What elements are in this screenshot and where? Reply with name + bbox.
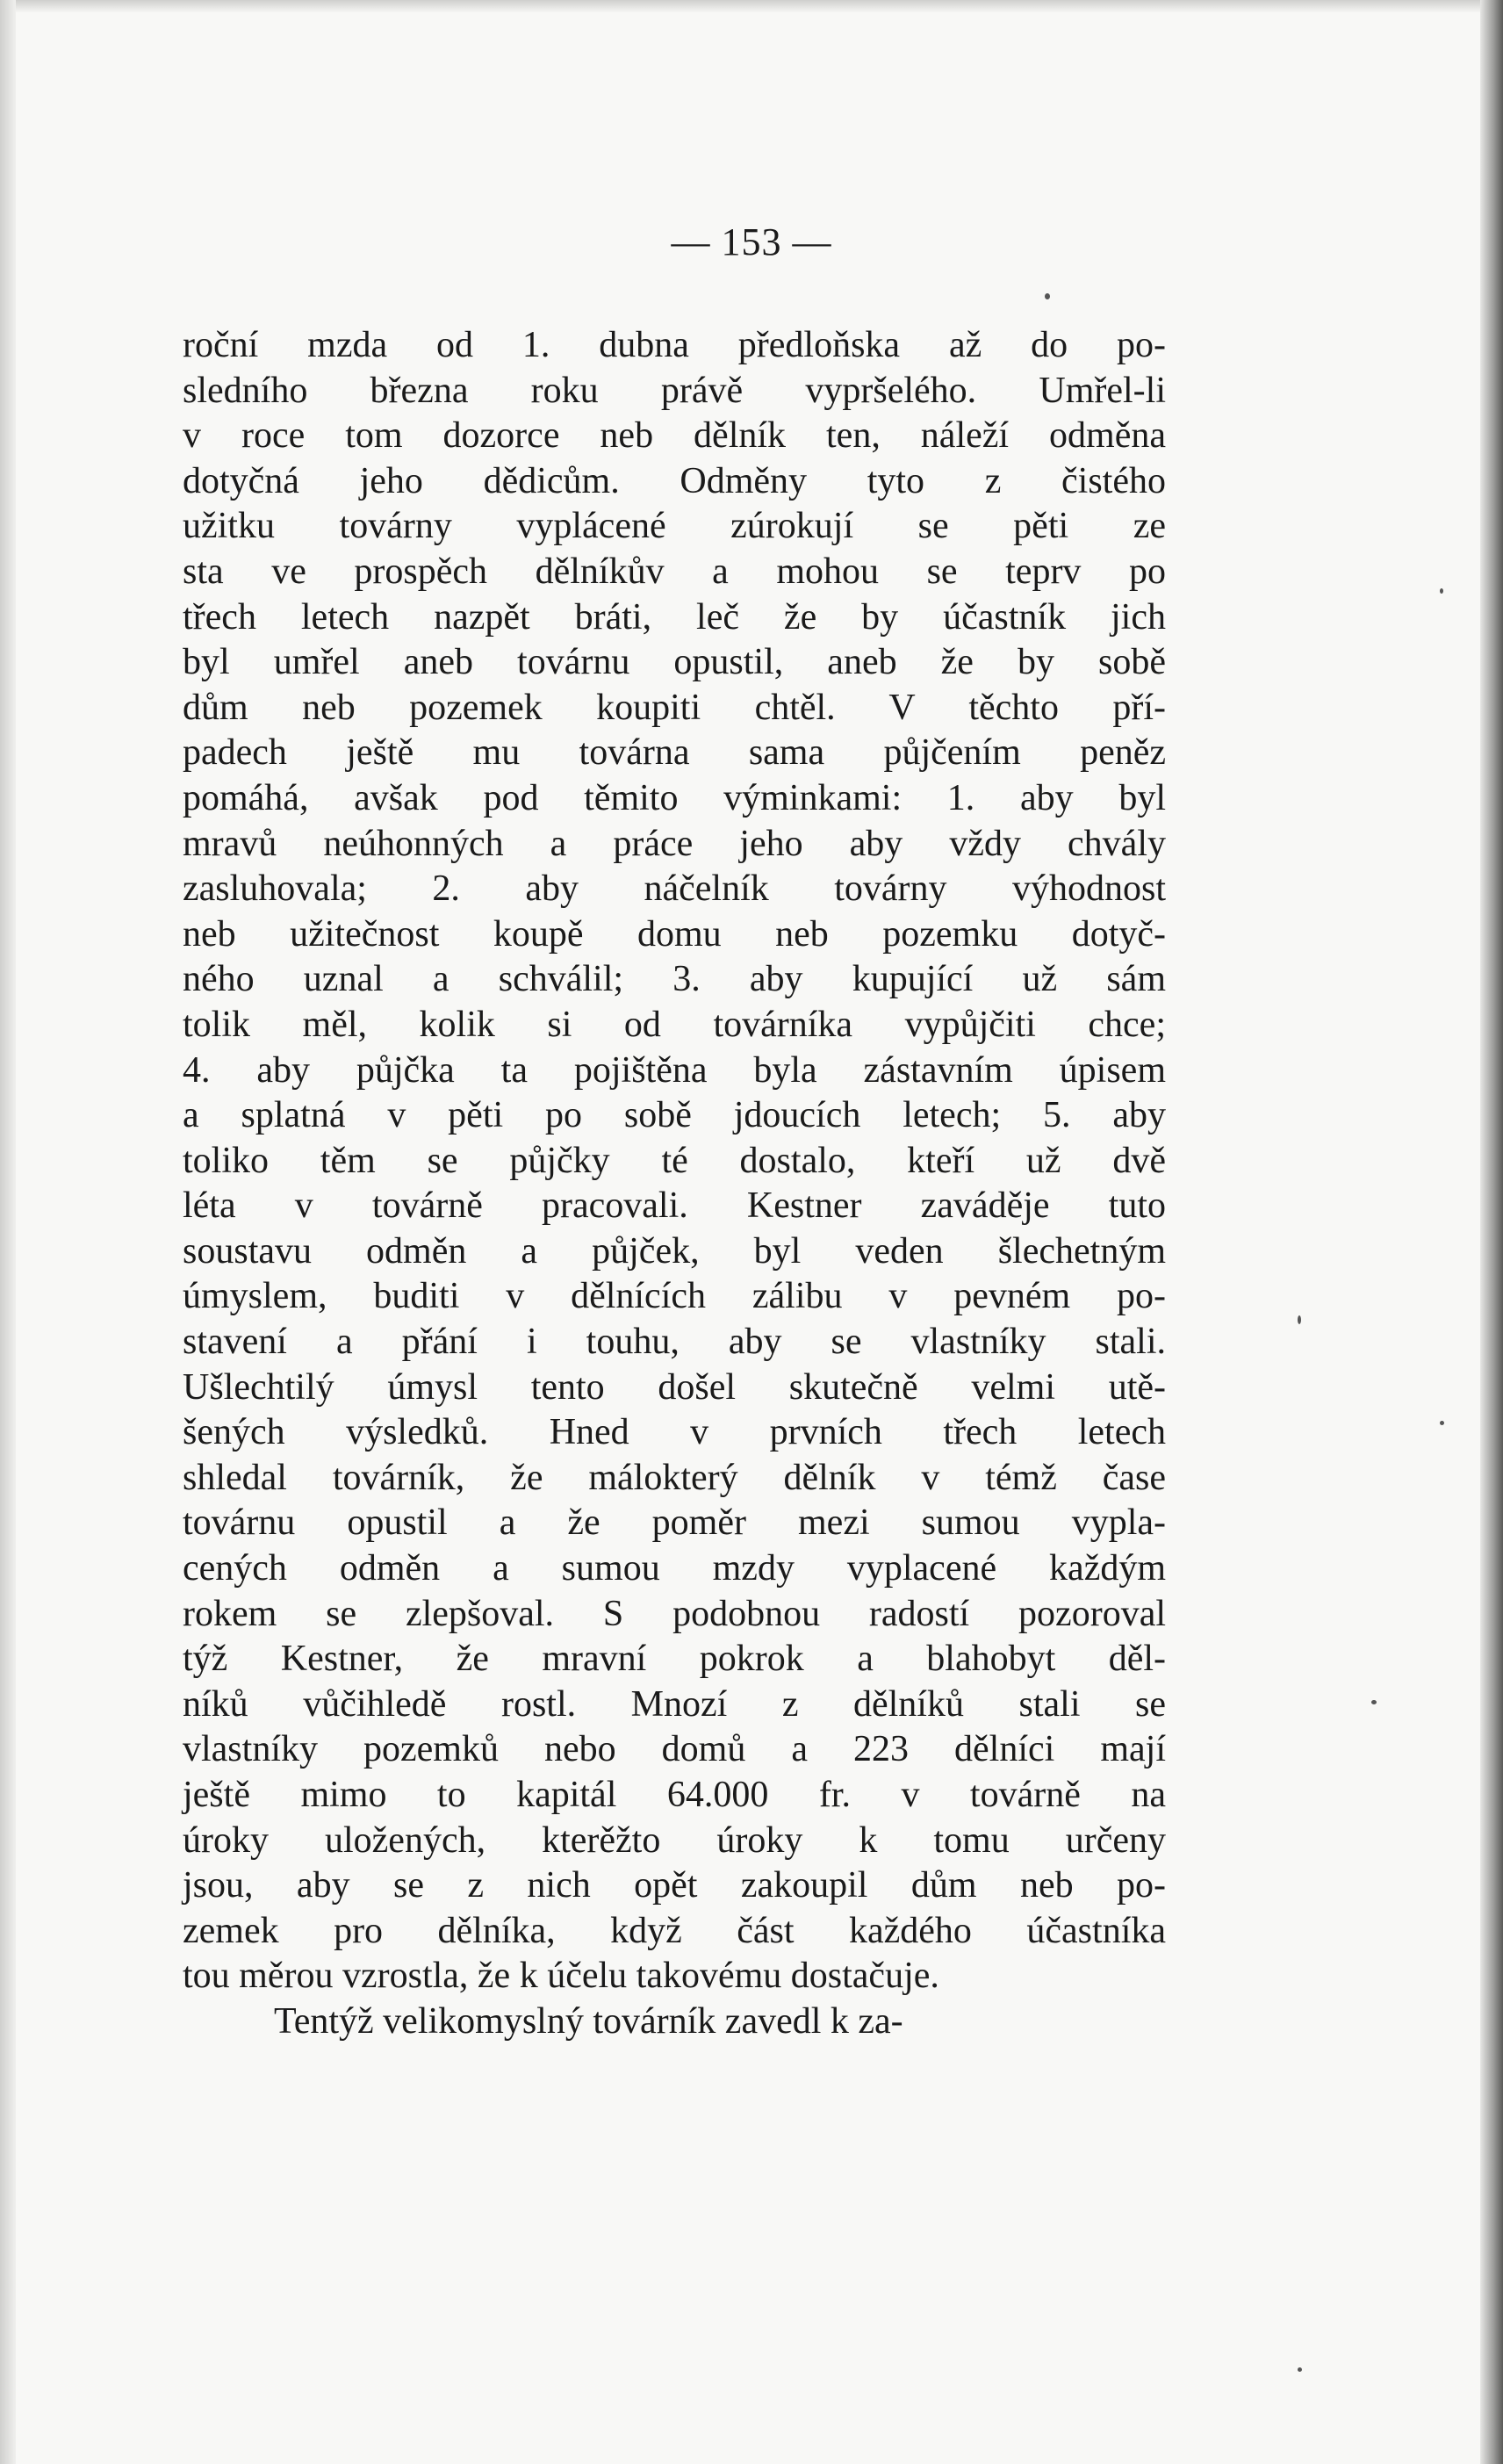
text-line: neb užitečnost koupě domu neb pozemku dotyč- (183, 913, 1166, 955)
text-line: rokem se zlepšoval. S podobnou radostí pozoroval (183, 1593, 1166, 1634)
text-line: v roce tom dozorce neb dělník ten, náleží odměna (183, 415, 1166, 457)
dust-speck (1298, 2367, 1302, 2372)
text-line: toliko těm se půjčky té dostalo, kteří už dvě (183, 1140, 1166, 1181)
text-line: továrnu opustil a že poměr mezi sumou vypla- (183, 1502, 1166, 1544)
paragraph-end-line: tou měrou vzrostla, že k účelu takovému dostačuje. (183, 1956, 939, 1997)
dust-speck (1045, 293, 1050, 299)
text-line: níků vůčihledě rostl. Mnozí z dělníků stali se (183, 1683, 1166, 1725)
text-line: cených odměn a sumou mzdy vyplacené každým (183, 1548, 1166, 1589)
dust-speck (1371, 1700, 1377, 1704)
text-line: Ušlechtilý úmysl tento došel skutečně velmi utě- (183, 1366, 1166, 1408)
text-line: stavení a přání i touhu, aby se vlastníky stali. (183, 1322, 1166, 1363)
text-line: zasluhovala; 2. aby náčelník továrny výhodnost (183, 868, 1166, 910)
text-line: ného uznal a schválil; 3. aby kupující už sám (183, 959, 1166, 1000)
text-line: padech ještě mu továrna sama půjčením peněz (183, 732, 1166, 774)
paragraph-start-line: Tentýž velikomyslný továrník zavedl k za- (274, 2000, 903, 2042)
text-line: sta ve prospěch dělníkův a mohou se teprv po (183, 551, 1166, 592)
dust-speck (1298, 1315, 1301, 1324)
text-line: roční mzda od 1. dubna předloňska až do po- (183, 325, 1166, 365)
text-line: tolik měl, kolik si od továrníka vypůjčiti chce; (183, 1004, 1166, 1045)
text-line: úroky uložených, kterěžto úroky k tomu určeny (183, 1819, 1166, 1861)
text-line: týž Kestner, že mravní pokrok a blahobyt děl- (183, 1639, 1166, 1680)
text-line: 4. aby půjčka ta pojištěna byla zástavním úpisem (183, 1049, 1166, 1091)
text-line: pomáhá, avšak pod těmito výminkami: 1. aby byl (183, 777, 1166, 818)
text-line: jsou, aby se z nich opět zakoupil dům neb po- (183, 1865, 1166, 1906)
text-line: vlastníky pozemků nebo domů a 223 dělníci mají (183, 1729, 1166, 1770)
page-left-shadow (0, 0, 16, 2464)
text-line: mravů neúhonných a práce jeho aby vždy chvály (183, 823, 1166, 864)
text-line: úmyslem, buditi v dělnících zálibu v pevném po- (183, 1276, 1166, 1317)
text-line: a splatná v pěti po sobě jdoucích letech; 5. aby (183, 1095, 1166, 1136)
text-line: šených výsledků. Hned v prvních třech letech (183, 1412, 1166, 1453)
page-top-shadow (0, 0, 1503, 12)
text-line: dotyčná jeho dědicům. Odměny tyto z čistého (183, 460, 1166, 501)
dust-speck (1440, 588, 1443, 594)
page-right-edge (1480, 0, 1503, 2464)
dust-speck (1440, 1421, 1444, 1425)
text-line: sledního března roku právě vypršelého. Umřel-li (183, 370, 1166, 411)
text-line: léta v továrně pracovali. Kestner zaváděje tuto (183, 1185, 1166, 1227)
text-line: soustavu odměn a půjček, byl veden šlechetným (183, 1230, 1166, 1272)
text-line: shledal továrník, že málokterý dělník v témž čase (183, 1457, 1166, 1498)
body-text (183, 323, 1166, 2045)
text-line: dům neb pozemek koupiti chtěl. V těchto pří- (183, 687, 1166, 728)
page-number: — 153 — (671, 220, 832, 263)
text-line: byl umřel aneb továrnu opustil, aneb že by sobě (183, 642, 1166, 683)
text-line: ještě mimo to kapitál 64.000 fr. v továrně na (183, 1775, 1166, 1815)
text-line: zemek pro dělníka, když část každého účastníka (183, 1910, 1166, 1951)
text-line: užitku továrny vyplácené zúrokují se pěti ze (183, 506, 1166, 547)
text-line: třech letech nazpět bráti, leč že by účastník jich (183, 596, 1166, 638)
